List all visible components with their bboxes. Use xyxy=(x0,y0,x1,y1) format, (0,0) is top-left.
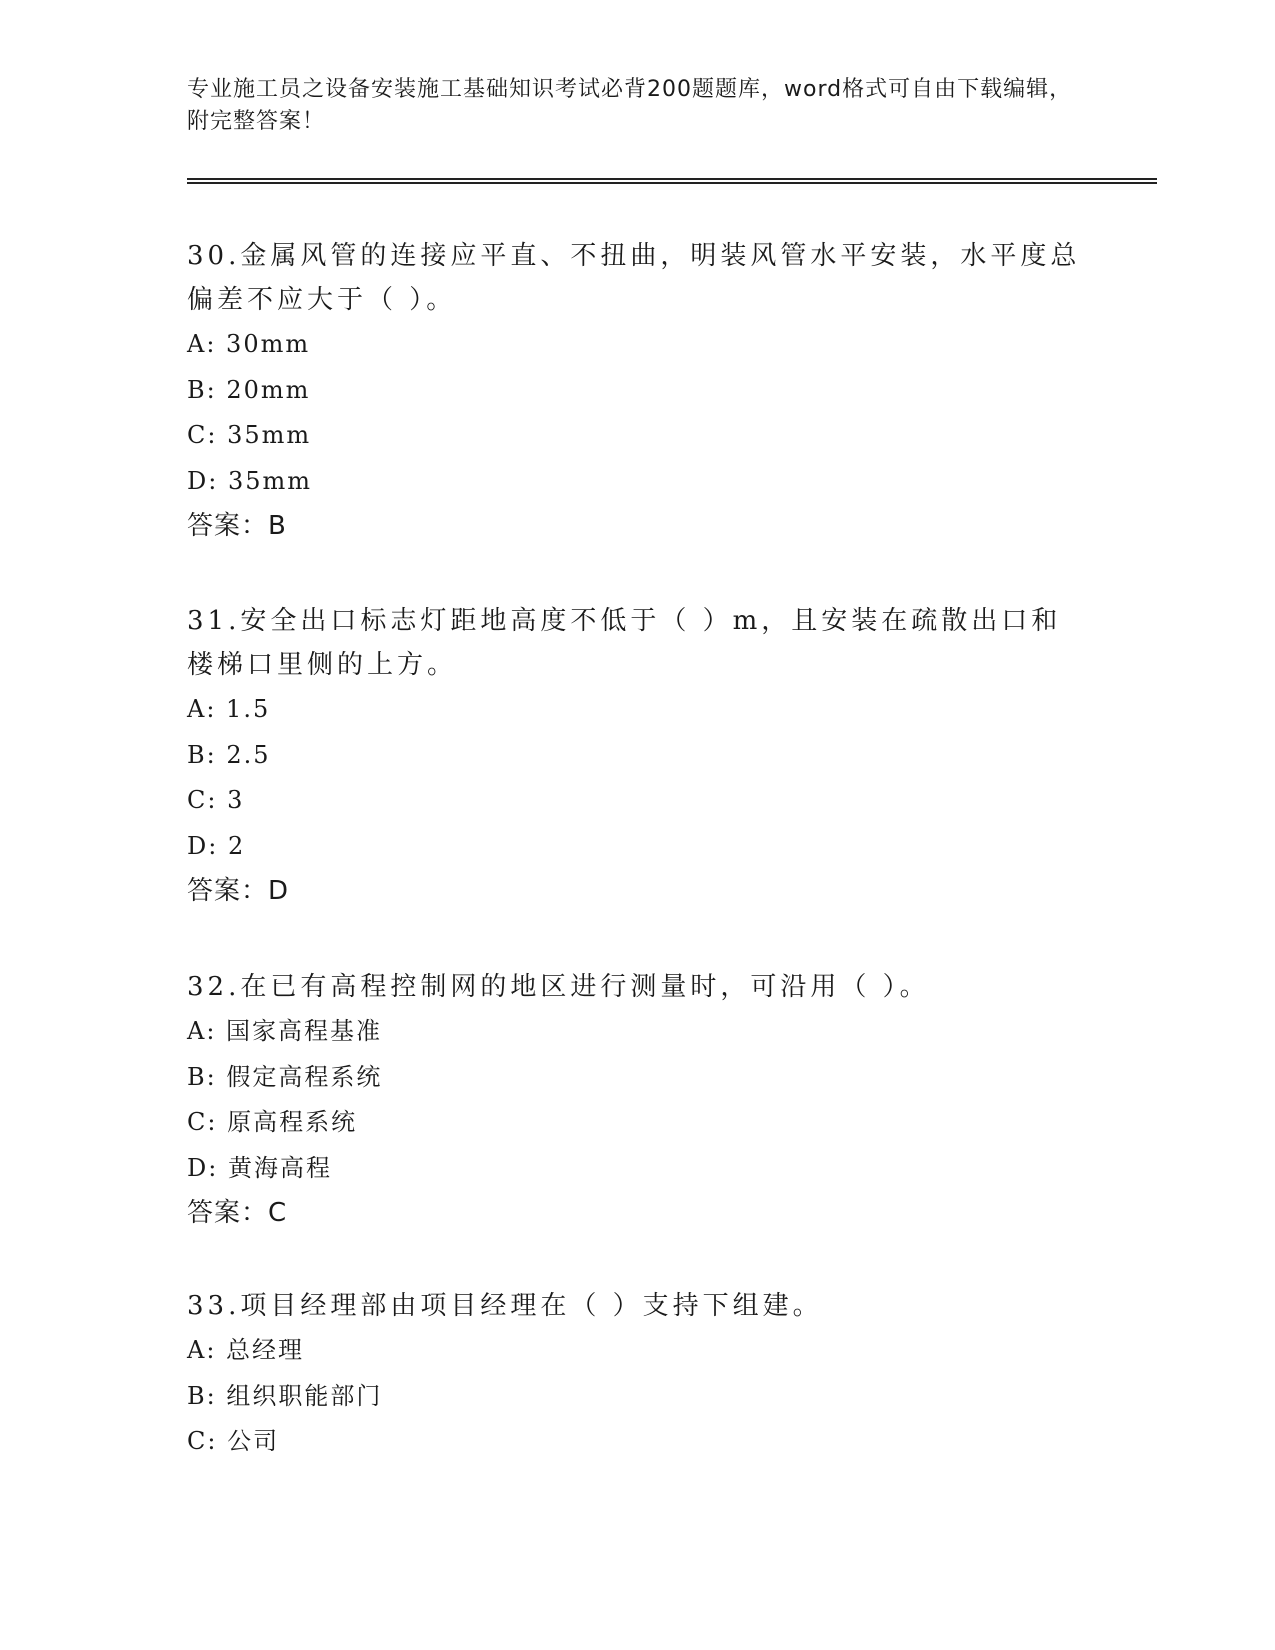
answer-text: 答案：B xyxy=(187,511,287,541)
question-text: 32.在已有高程控制网的地区进行测量时，可沿用（ ）。 xyxy=(187,972,930,1002)
question-30 xyxy=(187,234,1087,549)
question-text: 33.项目经理部由项目经理在（ ）支持下组建。 xyxy=(187,1291,823,1321)
question-text: 30.金属风管的连接应平直、不扭曲，明装风管水平安装，水平度总偏差不应大于（ ）。 xyxy=(187,241,1081,315)
question-33 xyxy=(187,1284,1087,1465)
option-a: A: 国家高程基准 xyxy=(187,1017,383,1045)
document-header: 专业施工员之设备安装施工基础知识考试必背200题题库，word格式可自由下载编辑，附完整答案！ xyxy=(187,77,1073,134)
option-d: D: 35mm xyxy=(187,466,313,495)
question-text: 31.安全出口标志灯距地高度不低于（ ）m，且安装在疏散出口和楼梯口里侧的上方。 xyxy=(187,606,1062,680)
question-32 xyxy=(187,965,1087,1236)
option-d: D: 黄海高程 xyxy=(187,1153,332,1182)
question-31 xyxy=(187,599,1087,914)
option-d: D: 2 xyxy=(187,831,246,860)
header-divider xyxy=(187,178,1157,184)
option-b: B: 组织职能部门 xyxy=(187,1381,383,1410)
option-b: B: 假定高程系统 xyxy=(187,1062,383,1091)
option-c: C: 3 xyxy=(187,786,245,814)
option-b: B: 2.5 xyxy=(187,740,271,769)
option-c: C: 原高程系统 xyxy=(187,1108,358,1136)
answer-text: 答案：D xyxy=(187,876,290,906)
option-b: B: 20mm xyxy=(187,375,311,404)
answer-text: 答案：C xyxy=(187,1198,288,1228)
option-c: C: 35mm xyxy=(187,421,312,449)
option-a: A: 总经理 xyxy=(187,1336,305,1364)
option-c: C: 公司 xyxy=(187,1427,280,1455)
option-a: A: 1.5 xyxy=(187,695,271,723)
option-a: A: 30mm xyxy=(187,330,311,358)
